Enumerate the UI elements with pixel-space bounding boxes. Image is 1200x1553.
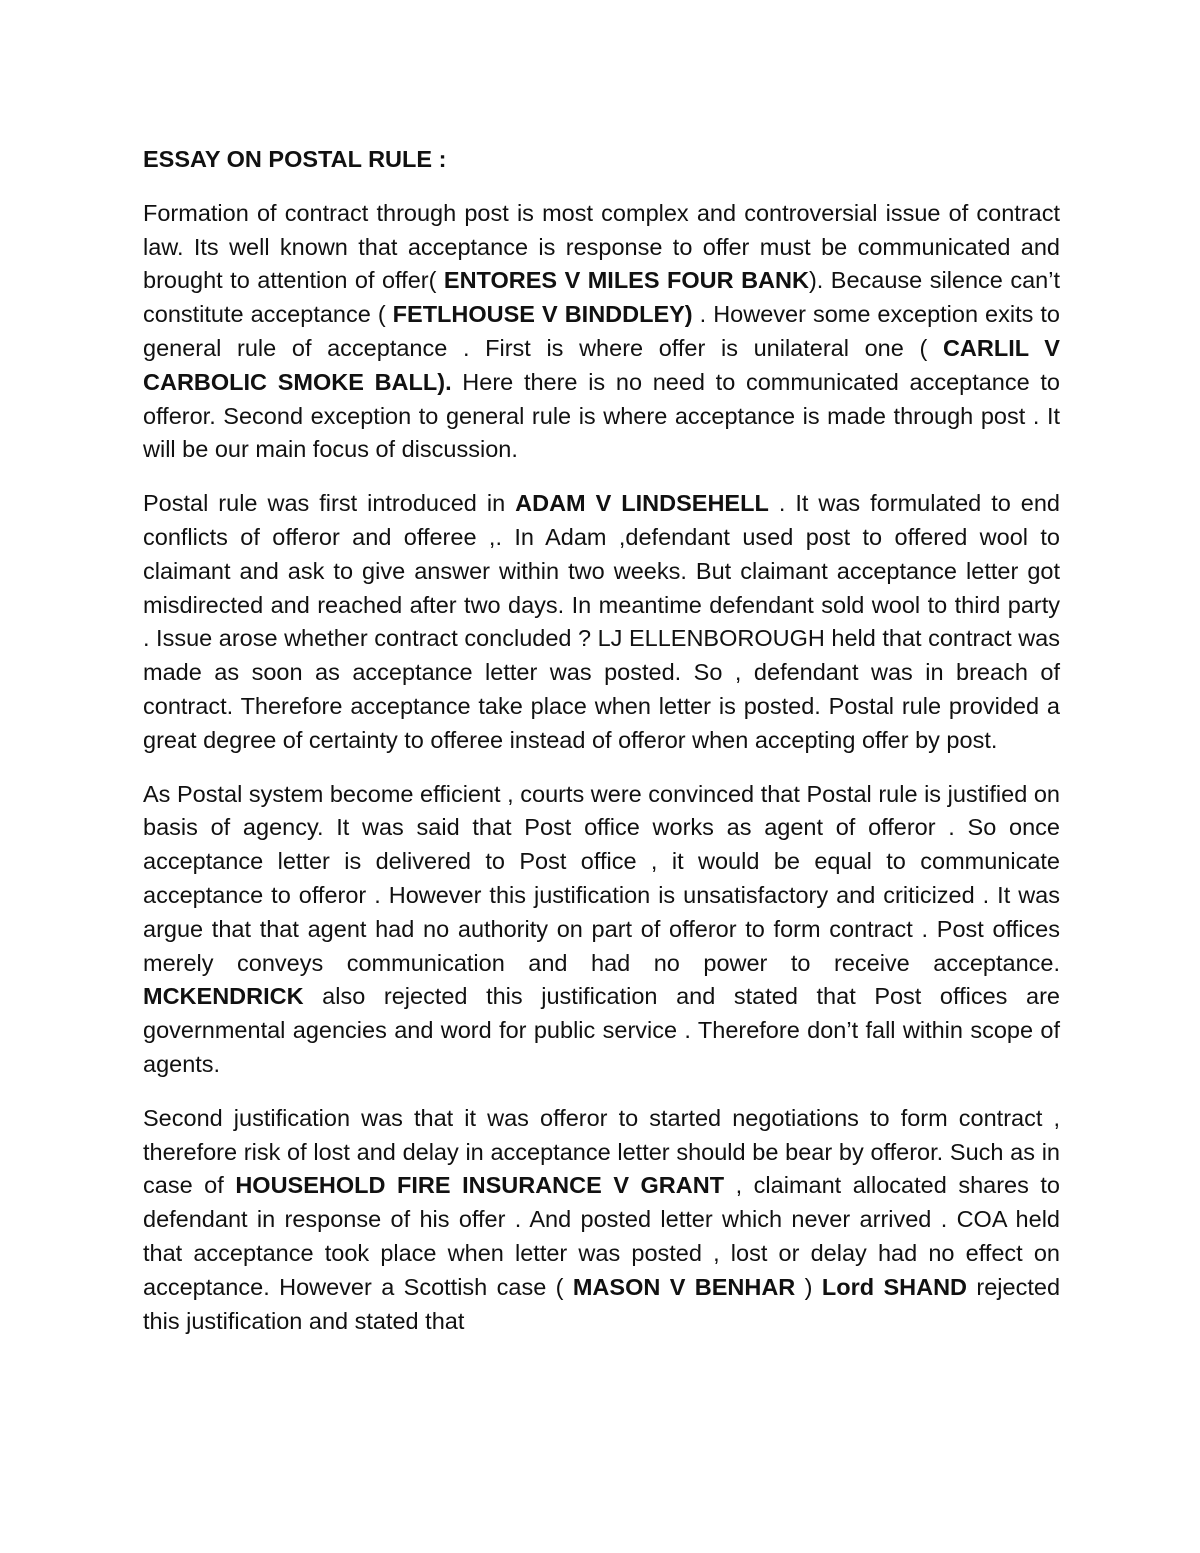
- case-citation: FETLHOUSE V BINDDLEY): [392, 301, 693, 328]
- essay-paragraph: [143, 197, 1060, 467]
- document-page: [143, 143, 1060, 1358]
- essay-title: ESSAY ON POSTAL RULE :: [143, 146, 447, 172]
- essay-paragraph: [143, 778, 1060, 1082]
- paragraph-text: As Postal system become efficient , courts were convinced that Postal rule is justified on basis of agency. It was said that Post office works as agent of offeror . So once acceptance letter is delivered to Post office , it would be equal to communicate acceptance to offeror . However this justification is unsatisfactory and criticized . It was argue that that agent had no authority on part of offeror to form contract . Post offices merely conveys communication and had no power to receive acceptance.: [143, 780, 1060, 976]
- case-citation: ENTORES V MILES FOUR BANK: [443, 267, 809, 294]
- paragraph-text: . It was formulated to end conflicts of offeror and offeree ,. In Adam ,defendant used post to offered wool to claimant and ask to give answer within two weeks. But claimant acceptance letter got misdirected and reached after two days. In meantime defendant sold wool to third party . Issue arose whether contract concluded ? LJ ELLENBOROUGH held that contract was made as soon as acceptance letter was posted. So , defendant was in breach of contract. Therefore acceptance take place when letter is posted. Postal rule provided a great degree of certainty to offeree instead of offeror when accepting offer by post.: [143, 490, 1061, 753]
- case-citation: ADAM V LINDSEHELL: [515, 490, 769, 517]
- paragraph-text: Here there is no need to communicated acceptance to offeror. Second exception to general rule is where acceptance is made through post . It will be our main focus of discussion.: [143, 368, 1060, 463]
- paragraph-text: . However some exception exits to general rule of acceptance . First is where offer is unilateral one (: [143, 301, 1060, 361]
- paragraph-text: Formation of contract through post is most complex and controversial issue of contract law. Its well known that acceptance is response to offer must be communicated and brought to attention of offer(: [143, 199, 1060, 294]
- paragraph-text: also rejected this justification and stated that Post offices are governmental agencies and word for public service . Therefore don’t fall within scope of agents.: [143, 983, 1060, 1077]
- essay-paragraph: [143, 1102, 1060, 1339]
- essay-body: [143, 197, 1060, 1339]
- case-citation: CARLIL V CARBOLIC SMOKE BALL).: [143, 334, 1060, 395]
- case-citation: MASON V BENHAR: [572, 1273, 796, 1300]
- case-citation: MCKENDRICK: [143, 983, 304, 1010]
- paragraph-text: ): [795, 1273, 822, 1300]
- paragraph-text: , claimant allocated shares to defendant in response of his offer . And posted letter which never arrived . COA held that acceptance took place when letter was posted , lost or delay had no effect on acceptance. However a Scottish case (: [143, 1172, 1061, 1300]
- case-citation: Lord SHAND: [821, 1273, 968, 1300]
- essay-paragraph: [143, 487, 1060, 757]
- paragraph-text: rejected this justification and stated that: [143, 1273, 1061, 1334]
- case-citation: HOUSEHOLD FIRE INSURANCE V GRANT: [235, 1172, 725, 1199]
- paragraph-text: Second justification was that it was offeror to started negotiations to form contract , therefore risk of lost and delay in acceptance letter should be bear by offeror. Such as in case of: [143, 1104, 1060, 1199]
- paragraph-text: ). Because silence can’t constitute acceptance (: [143, 267, 1060, 328]
- paragraph-text: Postal rule was first introduced in: [143, 490, 516, 517]
